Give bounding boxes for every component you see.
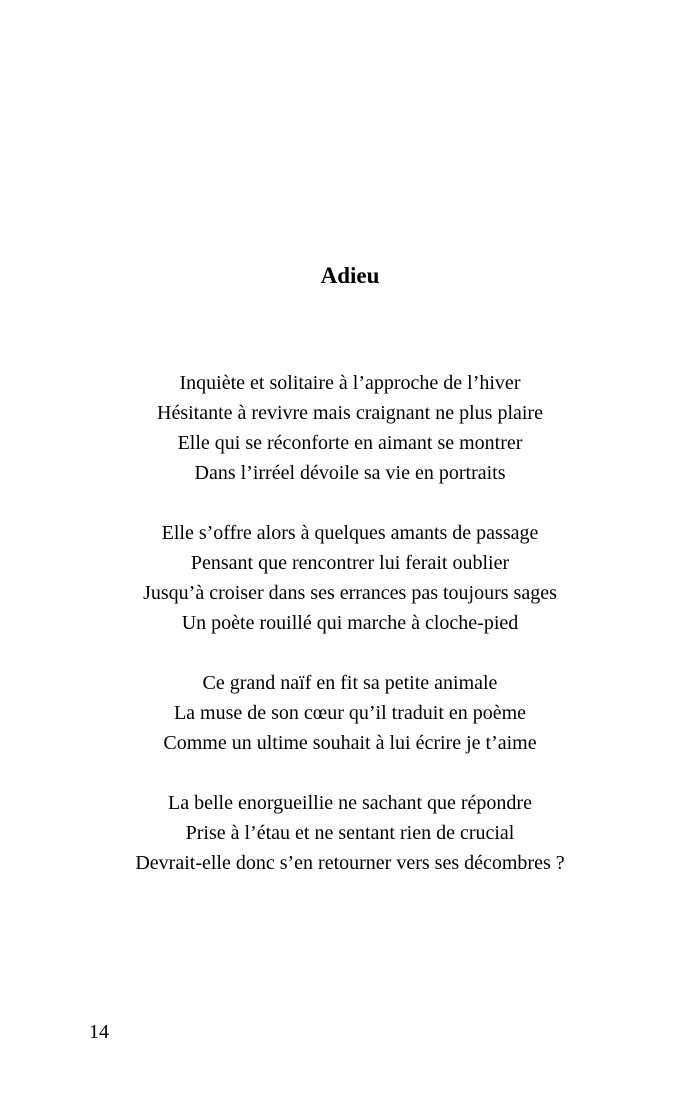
verse: Un poète rouillé qui marche à cloche-pied <box>181 612 519 634</box>
verse: Jusqu’à croiser dans ses errances pas toujours sages <box>143 582 557 604</box>
verse: Devrait-elle donc s’en retourner vers ses décombres ? <box>135 852 565 874</box>
verse: Comme un ultime souhait à lui écrire je t’aime <box>163 732 537 754</box>
verse: La muse de son cœur qu’il traduit en poème <box>173 702 527 724</box>
verse: La belle enorgueillie ne sachant que répondre <box>168 792 532 814</box>
stanza-1 <box>0 368 700 488</box>
verse: Elle qui se réconforte en aimant se montrer <box>177 432 523 454</box>
stanza-2 <box>0 518 700 638</box>
verse: Ce grand naïf en fit sa petite animale <box>202 672 498 694</box>
stanza-4 <box>0 788 700 878</box>
verse: Dans l’irréel dévoile sa vie en portraits <box>194 462 506 484</box>
verse: Pensant que rencontrer lui ferait oublier <box>190 552 510 574</box>
page-number: 14 <box>89 1021 109 1043</box>
poem-body <box>0 368 700 908</box>
stanza-3 <box>0 668 700 758</box>
verse: Prise à l’étau et ne sentant rien de crucial <box>185 822 515 844</box>
verse: Elle s’offre alors à quelques amants de passage <box>161 522 539 544</box>
verse: Inquiète et solitaire à l’approche de l’hiver <box>179 372 521 394</box>
poem-title: Adieu <box>320 263 380 289</box>
verse: Hésitante à revivre mais craignant ne plus plaire <box>157 402 543 424</box>
